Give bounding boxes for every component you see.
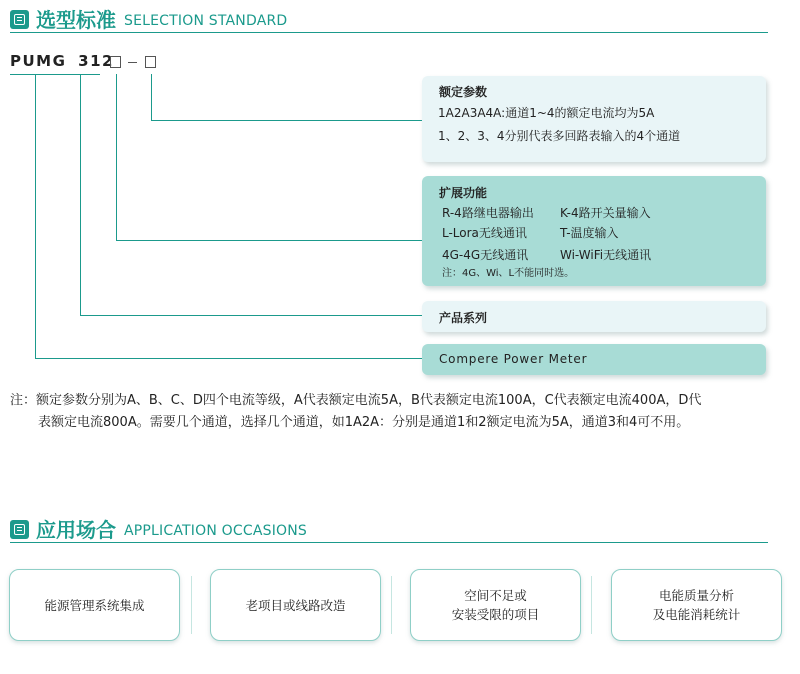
occasion-card-label-line2: 及电能消耗统计 <box>652 607 741 622</box>
application-divider <box>10 542 768 543</box>
section-doc-icon <box>10 10 29 29</box>
card-separator <box>191 576 192 634</box>
note-line1: 注：额定参数分别为A、B、C、D四个电流等级，A代表额定电流5A，B代表额定电流100A，C代表额定电流400A，D代 <box>10 393 702 408</box>
card-separator <box>391 576 392 634</box>
application-section-header <box>10 512 307 542</box>
model-dash <box>128 62 137 63</box>
ext-wifi: Wi-WiFi无线通讯 <box>560 248 652 262</box>
product-name: Compere Power Meter <box>439 352 588 366</box>
model-number: 312 <box>78 52 114 70</box>
product-series-box <box>422 301 766 332</box>
ext-note: 注：4G、Wi、L不能同时选。 <box>442 268 575 279</box>
selection-divider <box>10 32 768 33</box>
occasion-card-label-line1: 电能质量分析 <box>658 588 734 603</box>
selection-title-en: SELECTION STANDARD <box>124 13 288 29</box>
option-slot-ext <box>110 56 121 68</box>
ext-switch-input: K-4路开关量输入 <box>560 206 651 220</box>
ext-lora: L-Lora无线通讯 <box>442 226 527 240</box>
occasion-card-label-line1: 空间不足或 <box>464 588 527 603</box>
occasion-card-label: 老项目或线路改造 <box>245 597 346 613</box>
connector-ext-horizontal <box>116 240 424 241</box>
selection-section-header <box>10 2 287 32</box>
rated-params-box <box>422 76 766 162</box>
application-title-en: APPLICATION OCCASIONS <box>124 523 308 539</box>
occasion-card-energy-management <box>9 569 180 641</box>
occasion-card-limited-space <box>410 569 581 641</box>
ext-temperature: T-温度输入 <box>560 226 619 240</box>
model-code <box>10 52 114 70</box>
product-series-title: 产品系列 <box>439 311 488 325</box>
section-doc-icon <box>10 520 29 539</box>
card-separator <box>591 576 592 634</box>
connector-series-vertical <box>80 74 81 316</box>
occasion-card-retrofit <box>210 569 381 641</box>
connector-ext-vertical <box>116 74 117 241</box>
product-name-box <box>422 344 766 375</box>
ext-functions-title: 扩展功能 <box>439 186 488 200</box>
occasion-card-power-quality <box>611 569 782 641</box>
note-line2: 表额定电流800A。需要几个通道，选择几个通道，如1A2A：分别是通道1和2额定电流为5A，通道3和4可不用。 <box>38 415 690 430</box>
model-prefix: PUMG <box>10 52 67 70</box>
application-title-zh: 应用场合 <box>36 518 116 542</box>
option-slot-rated <box>145 56 156 68</box>
selection-title-zh: 选型标准 <box>36 8 116 32</box>
occasion-card-label: 能源管理系统集成 <box>44 597 145 613</box>
connector-name-horizontal <box>35 358 424 359</box>
rated-params-line2: 1、2、3、4分别代表多回路表输入的4个通道 <box>438 129 681 143</box>
connector-rated-horizontal <box>151 120 424 121</box>
connector-rated-vertical <box>151 74 152 121</box>
connector-name-vertical <box>35 74 36 359</box>
connector-series-horizontal <box>80 315 424 316</box>
ext-4g: 4G-4G无线通讯 <box>442 248 529 262</box>
model-underline <box>10 74 100 75</box>
rated-params-line1: 1A2A3A4A:通道1~4的额定电流均为5A <box>438 106 655 120</box>
ext-functions-box <box>422 176 766 286</box>
rated-params-title: 额定参数 <box>439 85 488 99</box>
ext-relay-output: R-4路继电器输出 <box>442 206 534 220</box>
occasion-card-label-line2: 安装受限的项目 <box>451 607 540 622</box>
